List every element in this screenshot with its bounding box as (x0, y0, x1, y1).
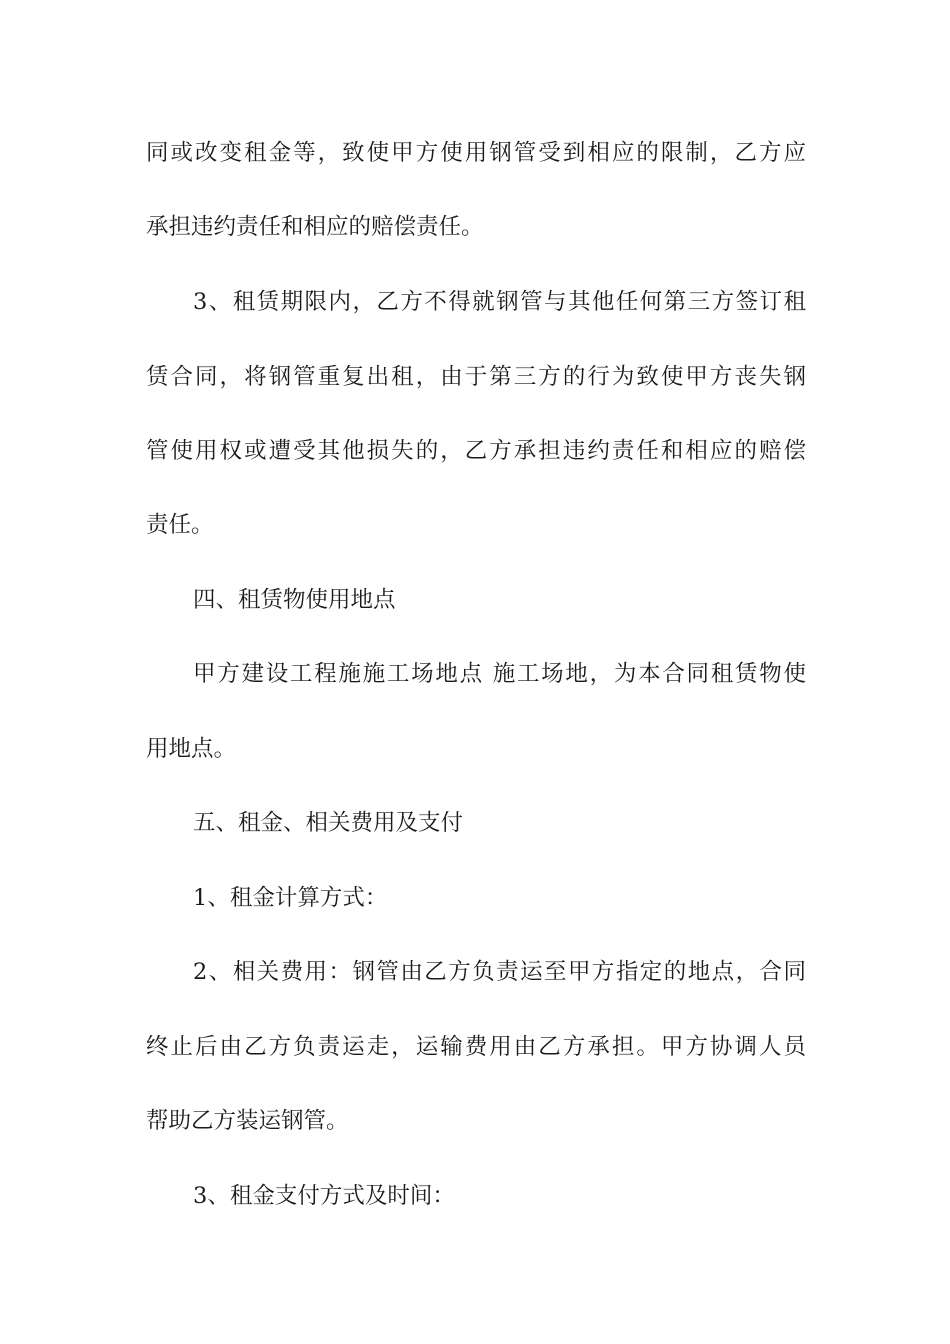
text-line: 3、租金支付方式及时间： (193, 1183, 455, 1209)
text-line: 甲方建设工程施施工场地点 施工场地，为本合同租赁物使 (193, 661, 806, 687)
text-line: 帮助乙方装运钢管。 (146, 1108, 349, 1134)
text-line: 终止后由乙方负责运走，运输费用由乙方承担。甲方协调人员 (146, 1034, 806, 1060)
section-heading: 四、租赁物使用地点 (193, 587, 396, 613)
text-line: 责任。 (146, 512, 214, 538)
text-line: 管使用权或遭受其他损失的，乙方承担违约责任和相应的赔偿 (146, 438, 806, 464)
text-line: 3、租赁期限内，乙方不得就钢管与其他任何第三方签订租 (193, 289, 806, 315)
text-line: 2、相关费用：钢管由乙方负责运至甲方指定的地点，合同 (193, 959, 806, 985)
text-line: 1、租金计算方式： (193, 885, 388, 911)
text-line: 承担违约责任和相应的赔偿责任。 (146, 214, 484, 240)
text-line: 用地点。 (146, 736, 237, 762)
text-line: 同或改变租金等，致使甲方使用钢管受到相应的限制，乙方应 (146, 140, 806, 166)
section-heading: 五、租金、相关费用及支付 (193, 810, 464, 836)
text-line: 赁合同，将钢管重复出租，由于第三方的行为致使甲方丧失钢 (146, 364, 806, 390)
